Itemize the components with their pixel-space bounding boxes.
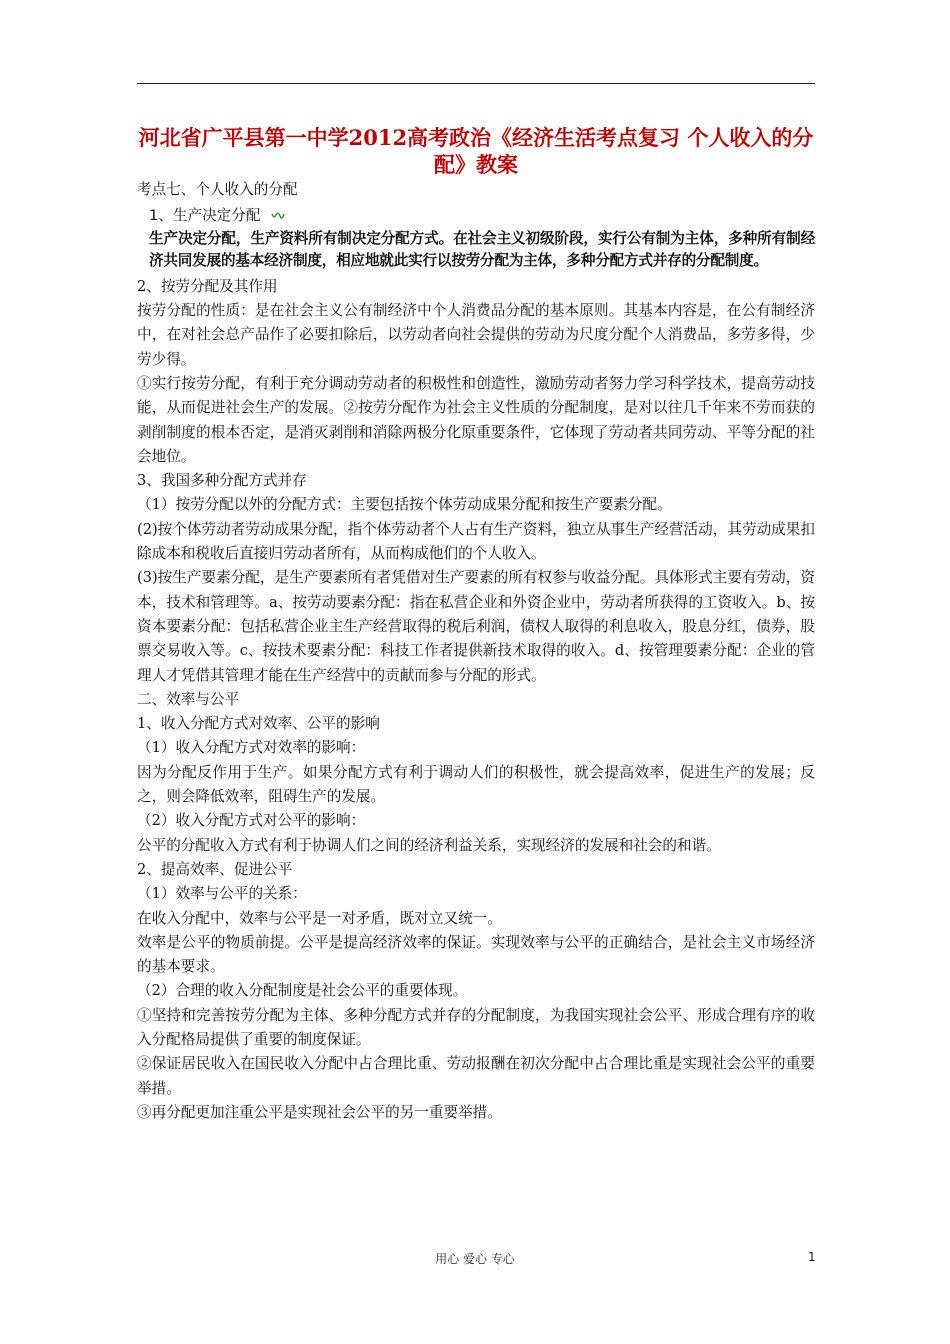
paragraph: ③再分配更加注重公平是实现社会公平的另一重要举措。 — [137, 1103, 502, 1121]
paragraph: 二、效率与公平 — [137, 690, 240, 708]
paragraph: 2、按劳分配及其作用 — [137, 277, 278, 295]
paragraph: (2)按个体劳动者劳动成果分配，指个体劳动者个人占有生产资料，独立从事生产经营活动，其劳动成果扣除成本和税收后直接归劳动者所有，从而构成他们的个人收入。 — [137, 520, 815, 563]
spellcheck-squiggle-icon — [271, 211, 285, 221]
paragraph: 因为分配反作用于生产。如果分配方式有利于调动人们的积极性，就会提高效率，促进生产的发展；反之，则会降低效率，阻碍生产的发展。 — [137, 763, 815, 806]
document-body — [137, 178, 815, 1125]
section-heading: 考点七、个人收入的分配 — [137, 181, 298, 198]
paragraph: 3、我国多种分配方式并存 — [137, 472, 307, 490]
paragraph: 按劳分配的性质：是在社会主义公有制经济中个人消费品分配的基本原则。其基本内容是，在公有制经济中，在对社会总产品作了必要扣除后，以劳动者向社会提供的劳动为尺度分配个人消费品，多劳多得，少劳少得。 — [137, 302, 815, 368]
paragraph: 1、收入分配方式对效率、公平的影响 — [137, 715, 380, 733]
embed-body-text: 生产决定分配，生产资料所有制决定分配方式。在社会主义初级阶段，实行公有制为主体，多种所有制经济共同发展的基本经济制度，相应地就此实行以按劳分配为主体，多种分配方式并存的分配制度。 — [149, 229, 815, 270]
paragraph: ①实行按劳分配，有利于充分调动劳动者的积极性和创造性，激励劳动者努力学习科学技术，提高劳动技能，从而促进社会生产的发展。②按劳分配作为社会主义性质的分配制度，是对以往几千年来不劳而获的剥削制度的根本否定，是消灭剥削和消除两极分化原重要条件，它体现了劳动者共同劳动、平等分配的社会地位。 — [137, 374, 815, 465]
paragraph: （1）效率与公平的关系： — [137, 885, 307, 903]
embed-heading — [149, 205, 815, 228]
header-rule — [137, 83, 815, 84]
paragraph: ①坚持和完善按劳分配为主体、多种分配方式并存的分配制度，为我国实现社会公平、形成合理有序的收入分配格局提供了重要的制度保证。 — [137, 1006, 815, 1048]
paragraph: （2）收入分配方式对公平的影响： — [137, 812, 366, 830]
paragraph: 在收入分配中，效率与公平是一对矛盾，既对立又统一。 — [137, 909, 502, 927]
paragraph: （2）合理的收入分配制度是社会公平的重要体现。 — [137, 982, 468, 1000]
paragraph: （1）按劳分配以外的分配方式：主要包括按个体劳动成果分配和按生产要素分配。 — [137, 496, 672, 514]
document-title: 河北省广平县第一中学2012高考政治《经济生活考点复习 个人收入的分配》教案 — [138, 125, 814, 177]
embedded-text-image — [149, 205, 815, 273]
paragraph: (3)按生产要素分配，是生产要素所有者凭借对生产要素的所有权参与收益分配。具体形式主要有劳动，资本，技术和管理等。a、按劳动要素分配：指在私营企业和外资企业中，劳动者所获得的工资收入。b、按资本要素分配：包括私营企业主生产经营取得的税后利润，债权人取得的利息收入，股息分红，债券，股票交易收入等。c、按技术要素分配：科技工作者提供新技术取得的收入。d、按管理要素分配：企业的管理人才凭借其管理才能在生产经营中的贡献而参与分配的形式。 — [137, 569, 815, 684]
page-number: 1 — [808, 1250, 816, 1264]
embed-heading-text: 1、生产决定分配 — [149, 207, 261, 225]
footer-slogan: 用心 爱心 专心 — [435, 1252, 515, 1266]
paragraph: ②保证居民收入在国民收入分配中占合理比重、劳动报酬在初次分配中占合理比重是实现社会公平的重要举措。 — [137, 1055, 815, 1097]
paragraph: 公平的分配收入方式有利于协调人们之间的经济利益关系，实现经济的发展和社会的和谐。 — [137, 836, 721, 854]
paragraph: 2、提高效率、促进公平 — [137, 860, 293, 878]
paragraph: （1）收入分配方式对效率的影响： — [137, 739, 366, 757]
paragraph: 效率是公平的物质前提。公平是提高经济效率的保证。实现效率与公平的正确结合，是社会主义市场经济的基本要求。 — [137, 933, 815, 976]
